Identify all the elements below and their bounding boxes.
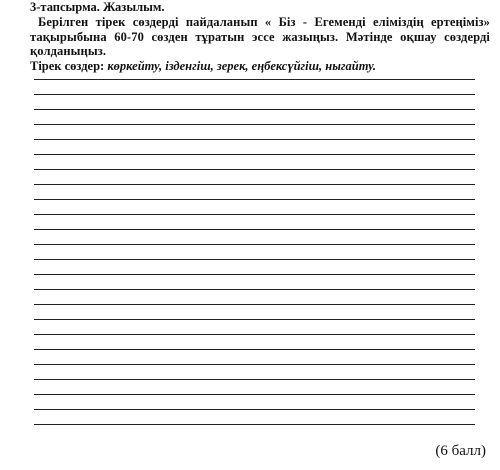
writing-line [34, 334, 475, 335]
writing-line [34, 274, 475, 275]
writing-line [34, 259, 475, 260]
writing-line [34, 304, 475, 305]
writing-line [34, 394, 475, 395]
writing-line [34, 364, 475, 365]
writing-line [34, 319, 475, 320]
task-title: 3-тапсырма. Жазылым. [30, 0, 165, 14]
writing-line [34, 139, 475, 140]
writing-line [34, 409, 475, 410]
writing-lines-area [34, 79, 475, 439]
writing-line [34, 184, 475, 185]
score-label: (6 балл) [435, 443, 486, 459]
keywords-line [30, 59, 490, 74]
writing-line [34, 214, 475, 215]
writing-line [34, 79, 475, 80]
writing-line [34, 109, 475, 110]
writing-line [34, 349, 475, 350]
writing-line [34, 379, 475, 380]
writing-line [34, 124, 475, 125]
writing-line [34, 199, 475, 200]
writing-line [34, 154, 475, 155]
keywords-label: Тірек сөздер: [30, 59, 105, 74]
writing-line [34, 229, 475, 230]
writing-line [34, 289, 475, 290]
writing-line [34, 169, 475, 170]
task-instruction: Берілген тірек сөздерді пайдаланып « Біз - Егеменді еліміздің ертеңіміз» тақырыбына 60-70 сөзден тұратын эссе жазыңыз. Мәтінде оқшау сөздерді қолданыңыз. [30, 14, 490, 59]
task-header [30, 0, 490, 74]
writing-line [34, 94, 475, 95]
writing-line [34, 244, 475, 245]
keywords-list: көркейту, ізденгіш, зерек, еңбексүйгіш, ныгайту. [107, 59, 377, 74]
writing-line [34, 424, 475, 425]
